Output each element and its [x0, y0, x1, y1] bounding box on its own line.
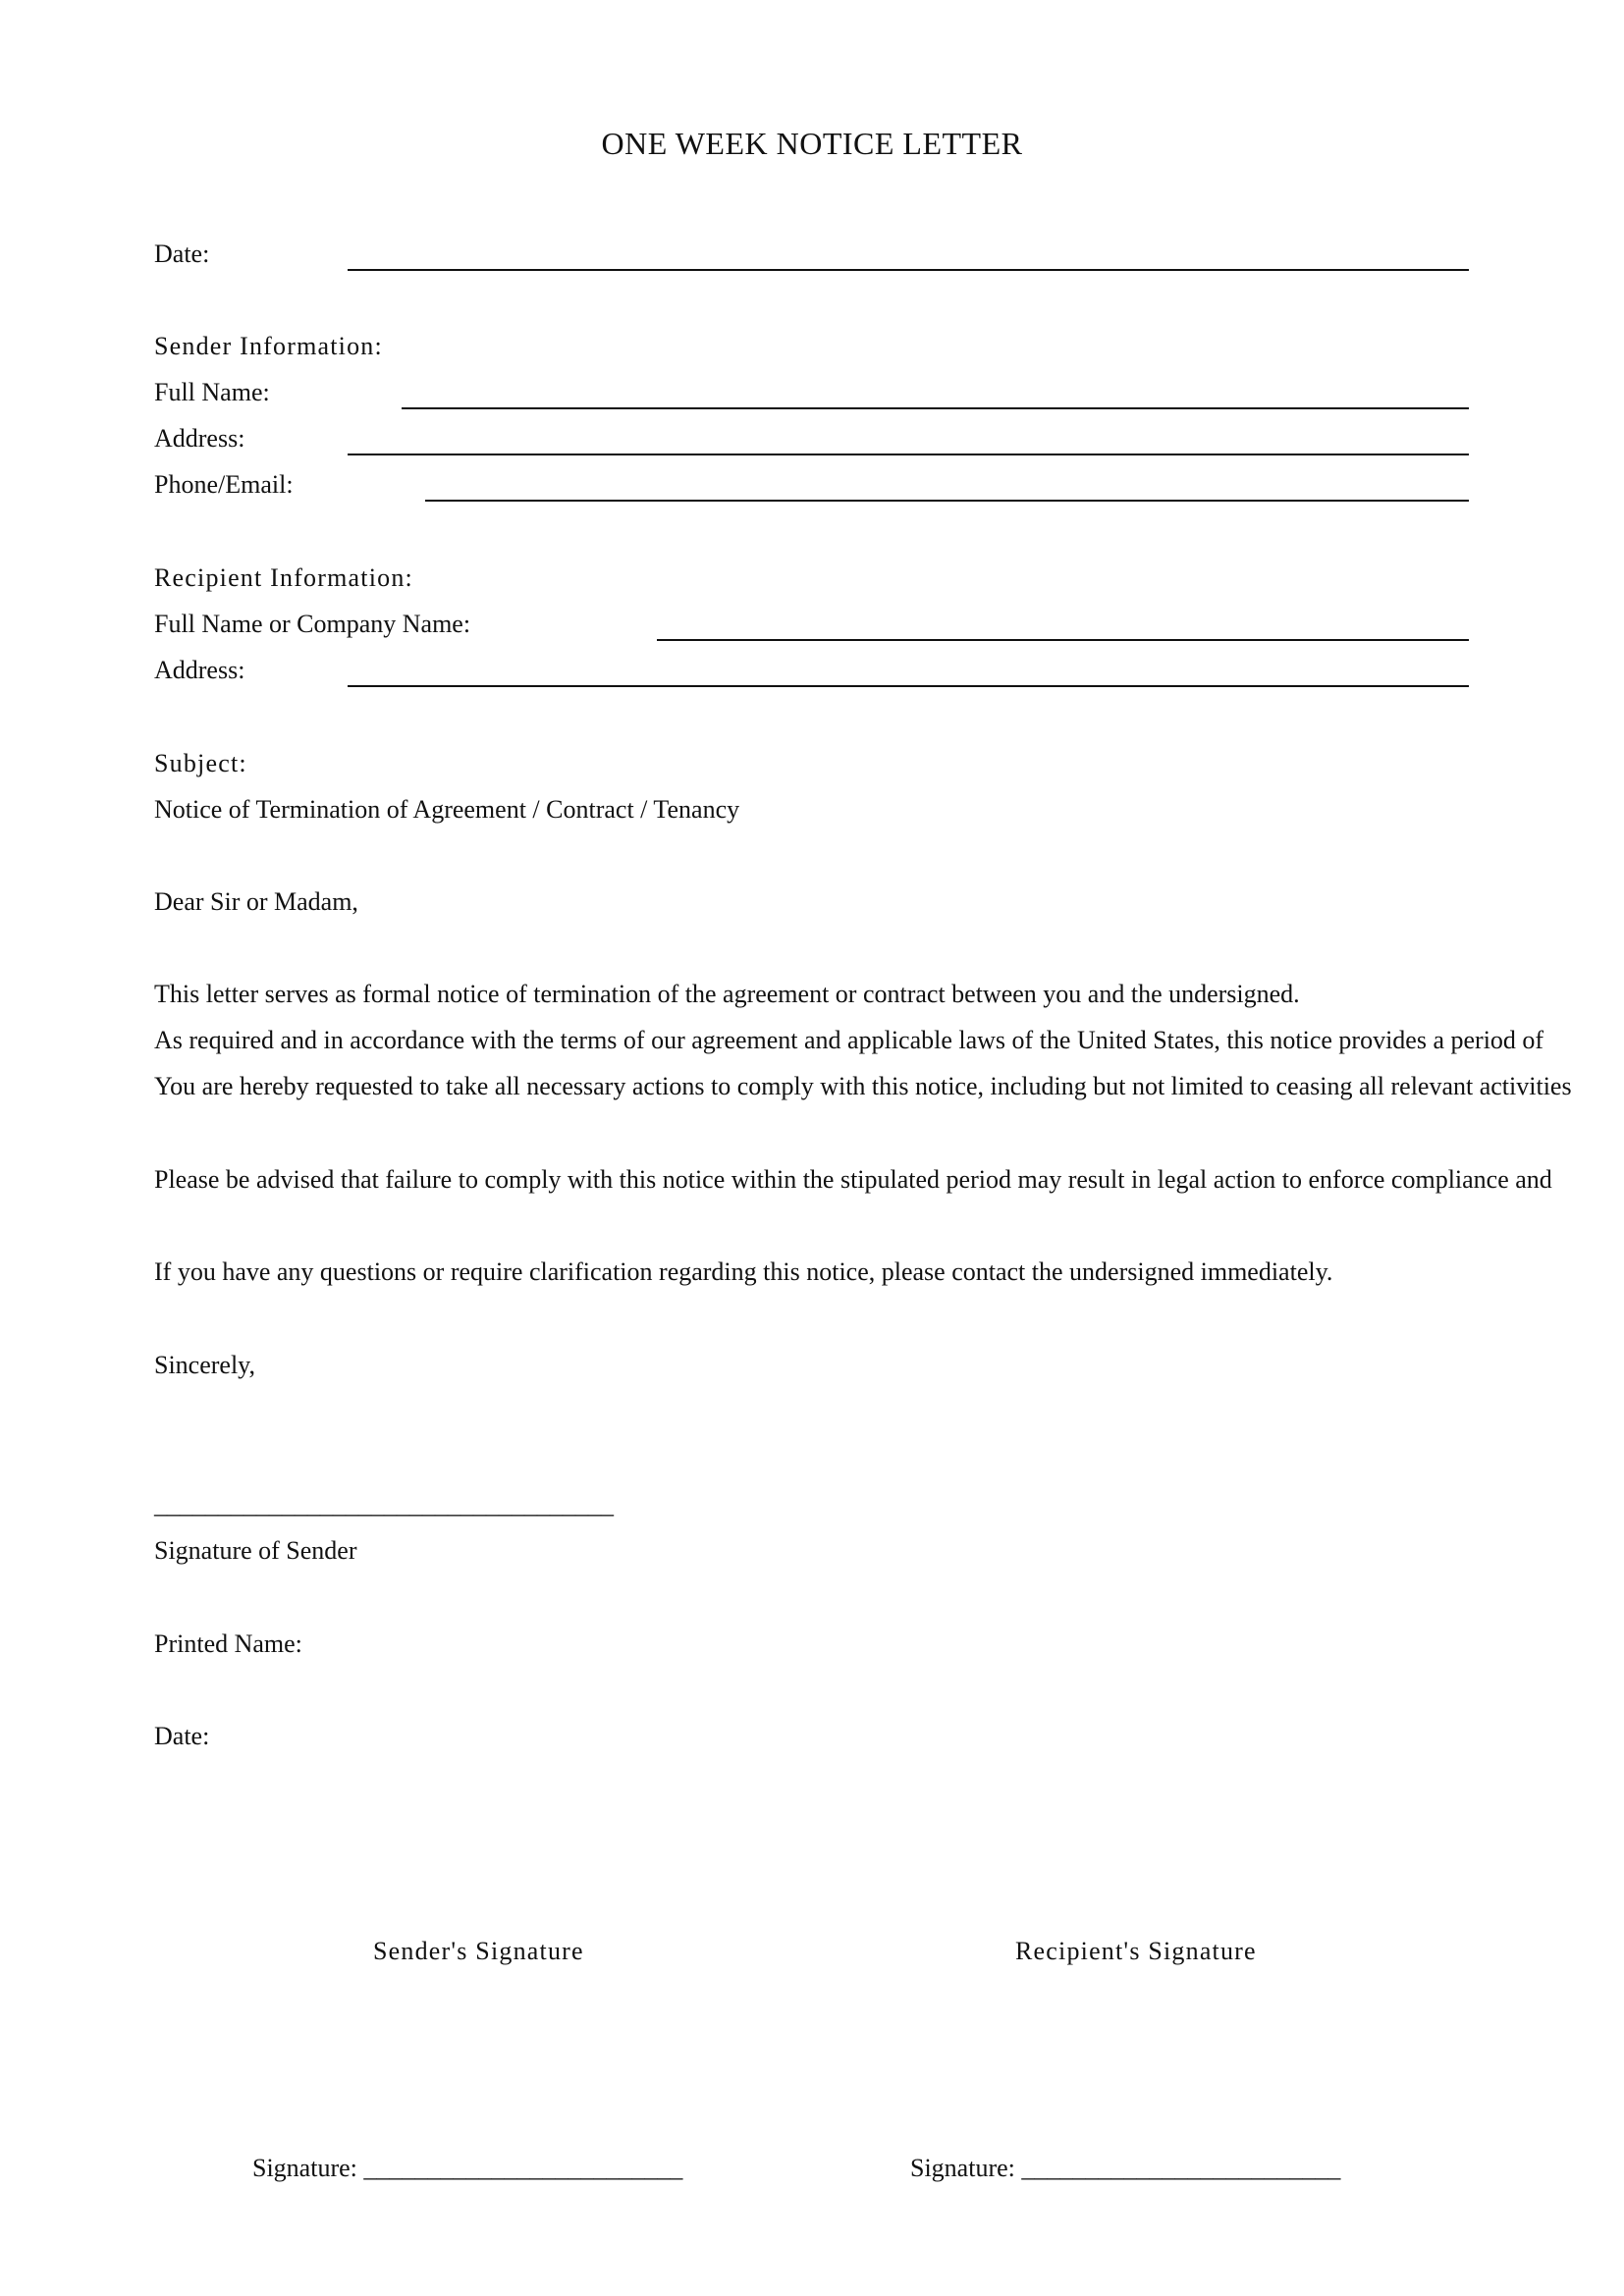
recipient-name-label: Full Name or Company Name: [154, 610, 471, 638]
sender-full-name-label: Full Name: [154, 378, 270, 406]
body-paragraph: Please be advised that failure to comply with this notice within the stipulated period may result in legal action to enforce compliance and [154, 1165, 1552, 1194]
sender-phone-email-label: Phone/Email: [154, 470, 294, 499]
sender-full-name-field-line[interactable] [402, 407, 1469, 409]
document-title: ONE WEEK NOTICE LETTER [601, 126, 1023, 161]
date-label: Date: [154, 240, 210, 268]
body-paragraph: You are hereby requested to take all necessary actions to comply with this notice, including but not limited to ceasing all relevant activities [154, 1072, 1572, 1100]
body-paragraph: This letter serves as formal notice of termination of the agreement or contract between you and the undersigned. [154, 980, 1300, 1008]
salutation: Dear Sir or Madam, [154, 887, 358, 916]
recipient-signature-field[interactable]: Signature: _________________________ [910, 2154, 1341, 2182]
recipients-signature-heading: Recipient's Signature [1015, 1937, 1257, 1965]
sender-signature-field[interactable]: Signature: _________________________ [252, 2154, 683, 2182]
recipient-name-field-line[interactable] [657, 639, 1469, 641]
body-paragraph: As required and in accordance with the terms of our agreement and applicable laws of the United States, this notice provides a period of [154, 1026, 1544, 1054]
signature-of-sender-label: Signature of Sender [154, 1536, 357, 1565]
sender-signature-line[interactable]: ____________________________________ [154, 1490, 614, 1519]
subject-text: Notice of Termination of Agreement / Contract / Tenancy [154, 795, 740, 824]
body-paragraph: If you have any questions or require clarification regarding this notice, please contact the undersigned immediately. [154, 1257, 1333, 1286]
date-field-line[interactable] [348, 269, 1469, 271]
printed-name-label: Printed Name: [154, 1629, 302, 1658]
recipient-address-label: Address: [154, 656, 245, 684]
sender-address-label: Address: [154, 424, 245, 453]
senders-signature-heading: Sender's Signature [373, 1937, 584, 1965]
recipient-info-heading: Recipient Information: [154, 563, 413, 592]
sender-info-heading: Sender Information: [154, 332, 383, 360]
closing: Sincerely, [154, 1351, 255, 1379]
recipient-address-field-line[interactable] [348, 685, 1469, 687]
sender-phone-email-field-line[interactable] [425, 500, 1469, 502]
closing-date-label: Date: [154, 1722, 210, 1750]
sender-address-field-line[interactable] [348, 454, 1469, 455]
subject-heading: Subject: [154, 749, 247, 777]
